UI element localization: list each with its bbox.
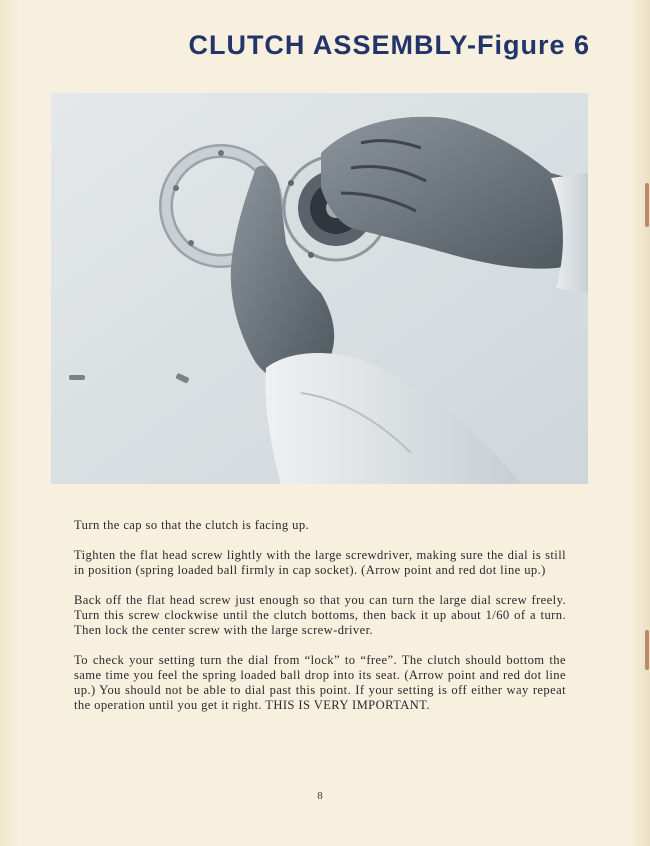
- instruction-paragraph: Back off the flat head screw just enough so that you can turn the large dial screw freely. Turn this screw clockwise until the clutch bottoms, then back it up about 1/60 of a turn. Then lock the center screw with the large screw-driver.: [74, 593, 566, 637]
- binding-mark: [645, 630, 649, 670]
- instruction-paragraph: Tighten the flat head screw lightly with the large screwdriver, making sure the dial is still in position (spring loaded ball firmly in cap socket). (Arrow point and red dot line up.): [74, 548, 566, 577]
- page-title: CLUTCH ASSEMBLY-Figure 6: [188, 30, 590, 60]
- clutch-assembly-photo: [51, 93, 588, 484]
- instructions: [74, 518, 566, 728]
- instruction-paragraph: To check your setting turn the dial from “lock” to “free”. The clutch should bottom the same time you feel the spring loaded ball drop into its seat. (Arrow point and red dot line up.) You should not be able to dial past this point. If your setting is off either way repeat the operation until you get it right. THIS IS VERY IMPORTANT.: [74, 653, 566, 712]
- binding-mark: [645, 183, 649, 227]
- page-number: 8: [317, 790, 323, 802]
- instruction-paragraph: Turn the cap so that the clutch is facing up.: [74, 518, 310, 532]
- photo-illustration: [51, 93, 588, 484]
